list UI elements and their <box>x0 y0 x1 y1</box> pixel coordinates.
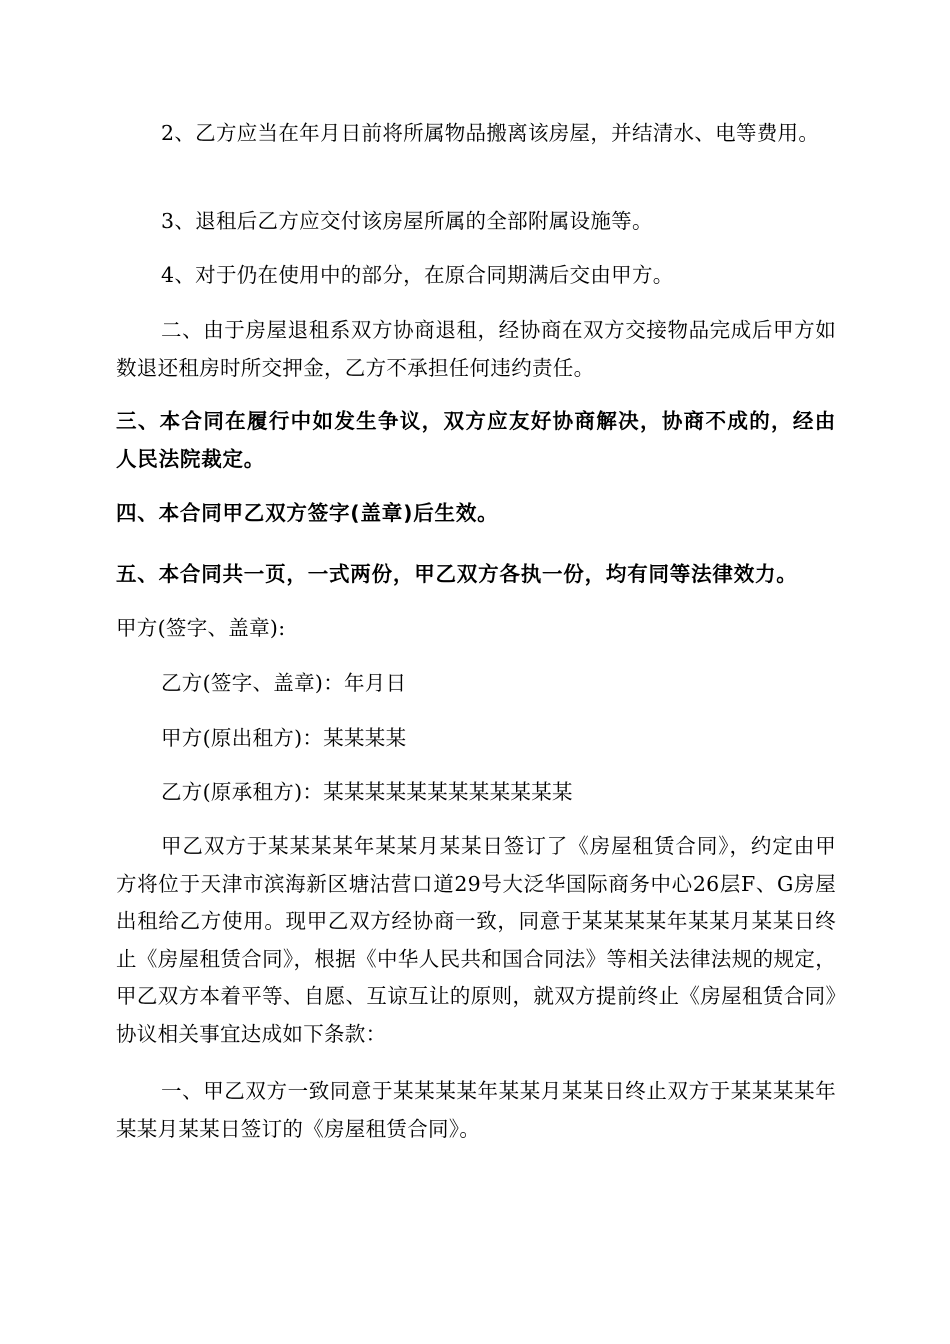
original-lessor-line: 甲方(原出租方)：某某某某 <box>161 726 407 750</box>
article-two-paragraph: 二、由于房屋退租系双方协商退租，经协商在双方交接物品完成后甲方如数退还租房时所交押金，乙方不承担任何违约责任。 <box>116 318 836 380</box>
preamble-paragraph: 甲乙双方于某某某某年某某月某某日签订了《房屋租赁合同》，约定由甲方将位于天津市滨海新区塘沽营口道29号大泛华国际商务中心26层F、G房屋出租给乙方使用。现甲乙双方经协商一致，同意于某某某某年某某月某某日终止《房屋租赁合同》，根据《中华人民共和国合同法》等相关法律法规的规定，甲乙双方本着平等、自愿、互谅互让的原则，就双方提前终止《房屋租赁合同》协议相关事宜达成如下条款： <box>116 834 836 1046</box>
original-lessee-line: 乙方(原承租方)：某某某某某某某某某某某某 <box>161 780 573 804</box>
clause-3-paragraph: 3、退租后乙方应交付该房屋所属的全部附属设施等。 <box>161 209 653 233</box>
article-one-paragraph: 一、甲乙双方一致同意于某某某某年某某月某某日终止双方于某某某某年某某月某某日签订的《房屋租赁合同》。 <box>116 1079 836 1141</box>
party-a-signature-line: 甲方(签字、盖章): <box>116 616 286 640</box>
clause-2-paragraph: 2、乙方应当在年月日前将所属物品搬离该房屋，并结清水、电等费用。 <box>161 121 820 145</box>
article-five-paragraph: 五、本合同共一页，一式两份，甲乙双方各执一份，均有同等法律效力。 <box>116 562 798 586</box>
clause-4-paragraph: 4、对于仍在使用中的部分，在原合同期满后交由甲方。 <box>161 263 674 287</box>
article-three-paragraph: 三、本合同在履行中如发生争议，双方应友好协商解决，协商不成的，经由人民法院裁定。 <box>116 409 836 471</box>
article-four-paragraph: 四、本合同甲乙双方签字(盖章)后生效。 <box>116 501 499 525</box>
party-b-signature-line: 乙方(签字、盖章)：年月日 <box>161 671 407 695</box>
